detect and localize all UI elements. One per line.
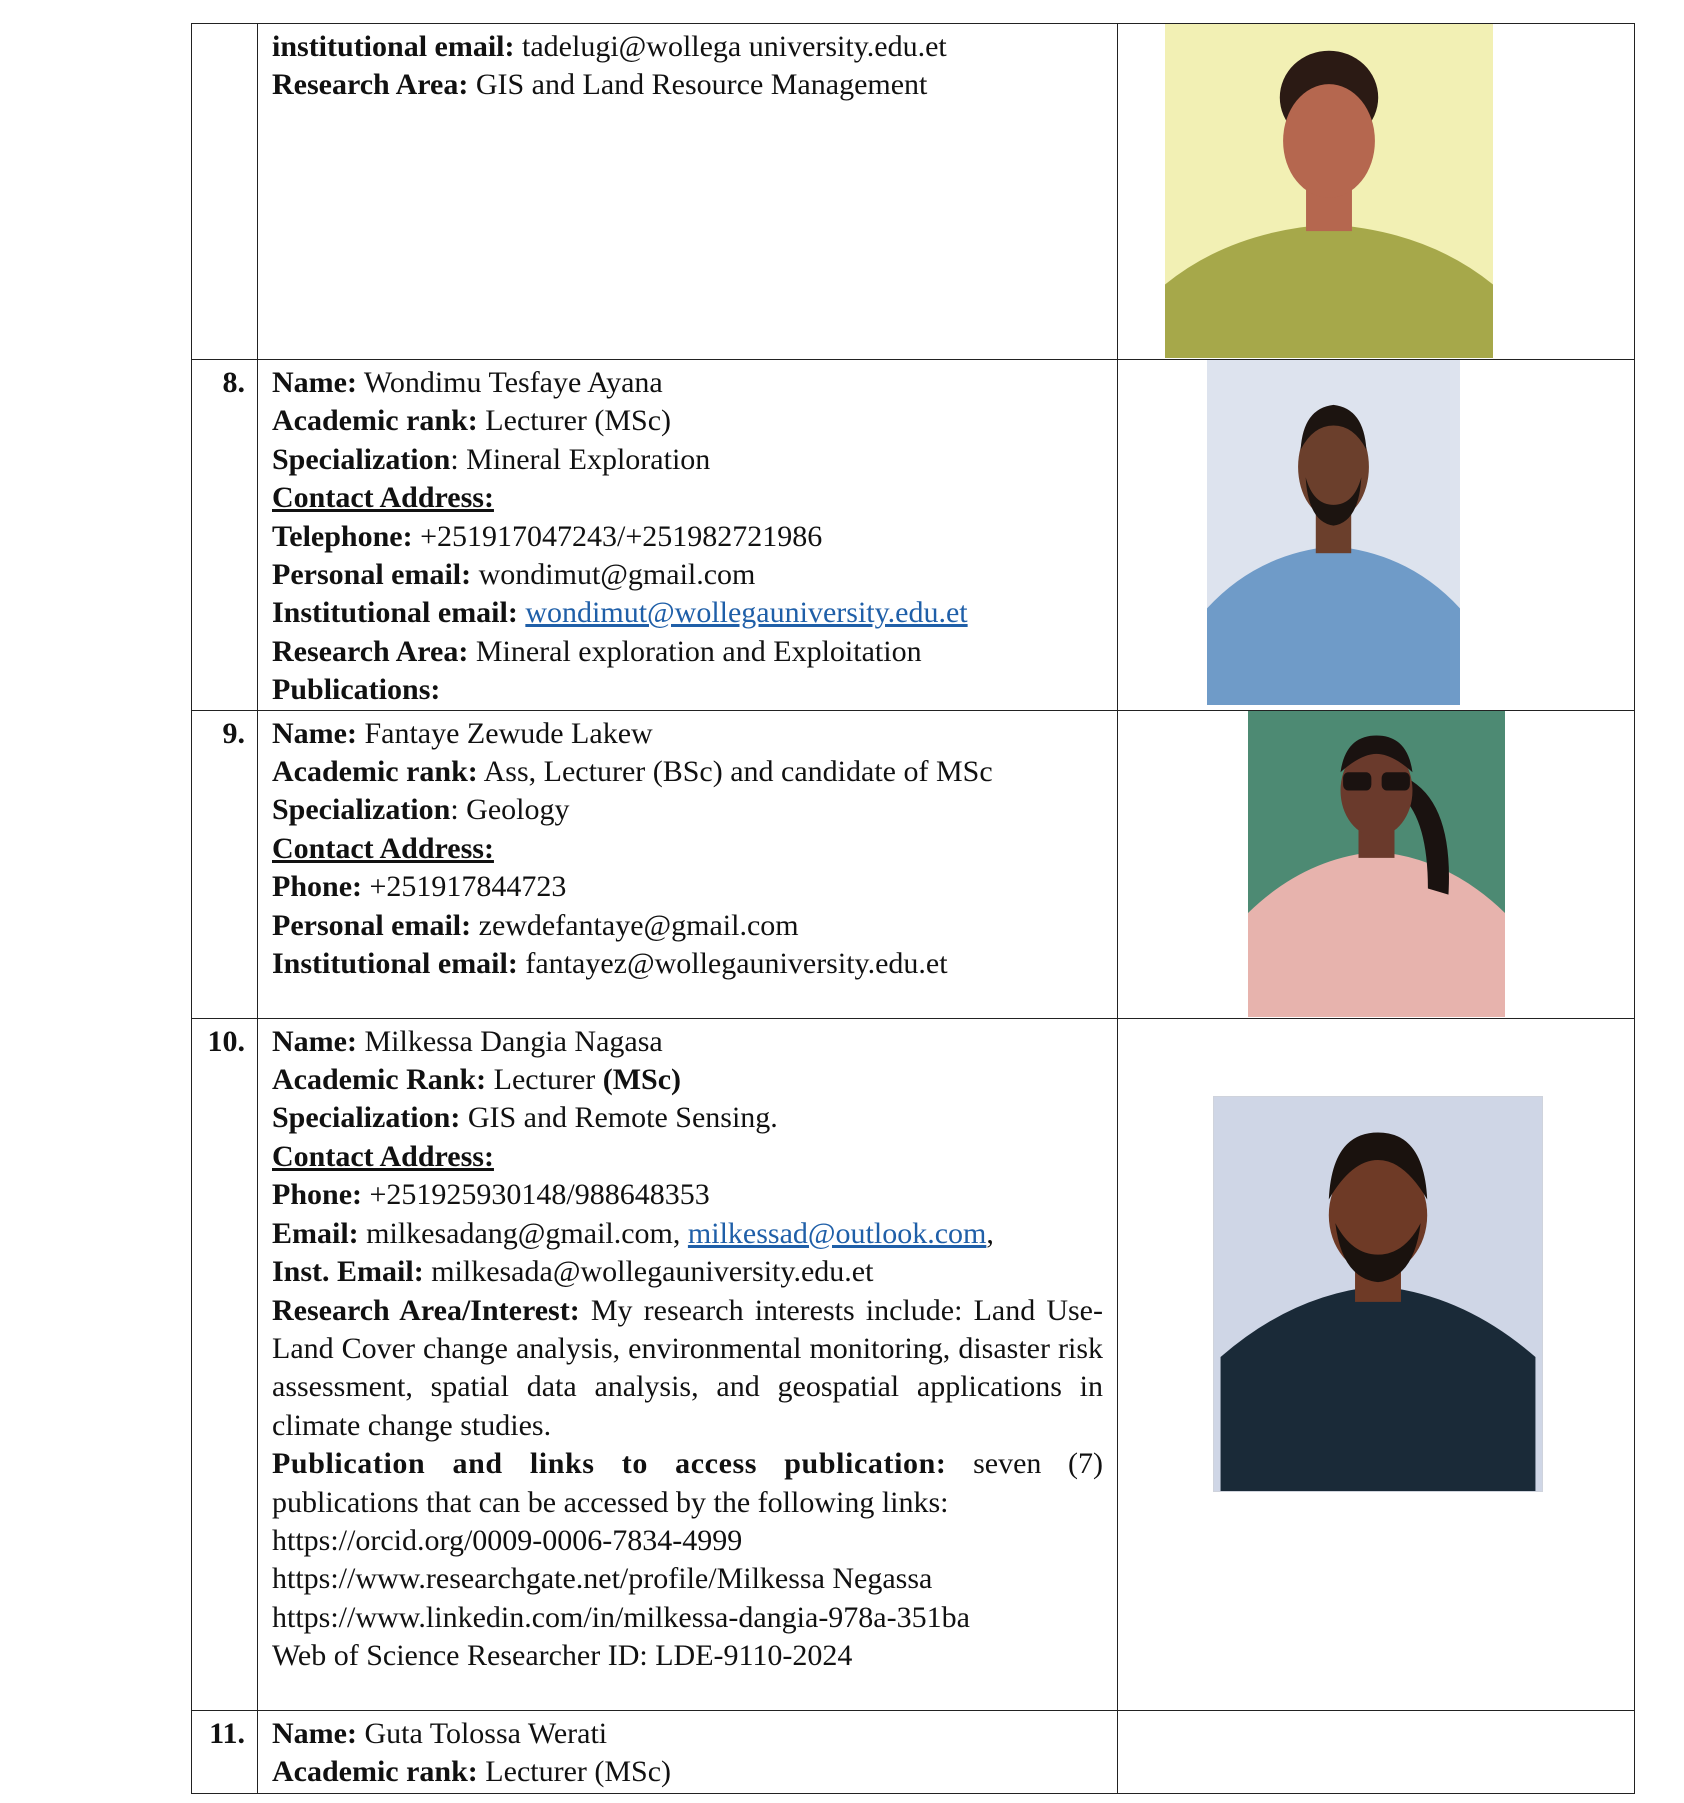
portrait-photo — [1207, 360, 1460, 705]
email-line: Email: milkesadang@gmail.com, milkessad@outlook.com, — [272, 1216, 994, 1250]
portrait-image — [1165, 24, 1493, 358]
profile-details — [258, 24, 1118, 360]
photo-cell — [1118, 710, 1635, 1018]
publications-paragraph: Publication and links to access publication: seven (7) publications that can be accessed by the following links: — [272, 1447, 1103, 1519]
photo-cell — [1118, 1710, 1635, 1793]
researchgate-link[interactable]: https://www.researchgate.net/profile/Milkessa Negassa — [272, 1562, 933, 1596]
researcher-id-line: Web of Science Researcher ID: LDE-9110-2024 — [272, 1639, 853, 1673]
name-line: Name: Fantaye Zewude Lakew — [272, 716, 653, 750]
personal-email-line: Personal email: wondimut@gmail.com — [272, 558, 756, 592]
photo-cell — [1118, 1018, 1635, 1710]
contact-address-heading: Contact Address: — [272, 1139, 494, 1173]
personal-email-line: Personal email: zewdefantaye@gmail.com — [272, 908, 799, 942]
photo-sunglasses-left — [1343, 772, 1371, 790]
name-line: Name: Milkessa Dangia Nagasa — [272, 1024, 663, 1058]
institutional-email-line: institutional email: tadelugi@wollega university.edu.et — [272, 30, 947, 63]
row-number: 9. — [192, 710, 258, 1018]
photo-cell — [1118, 360, 1635, 711]
photo-sunglasses-right — [1382, 772, 1410, 790]
table-row — [192, 360, 1635, 711]
outlook-email-link[interactable]: milkessad@outlook.com — [687, 1216, 987, 1250]
telephone-line: Telephone: +251917047243/+251982721986 — [272, 519, 823, 553]
row-number: 8. — [192, 360, 258, 711]
row-number: 10. — [192, 1018, 258, 1710]
phone-line: Phone: +251917844723 — [272, 870, 567, 904]
institutional-email-line: Institutional email: wondimut@wollegauniversity.edu.et — [272, 596, 968, 630]
photo-face — [1283, 84, 1375, 198]
institutional-email-line: Inst. Email: milkesada@wollegauniversity.edu.et — [272, 1255, 874, 1289]
name-line: Name: Wondimu Tesfaye Ayana — [272, 366, 663, 399]
table-row — [192, 1018, 1635, 1710]
academic-rank-line: Academic rank: Ass, Lecturer (BSc) and candidate of MSc — [272, 755, 993, 789]
profile-details — [258, 1710, 1118, 1793]
specialization-line: Specialization: GIS and Remote Sensing. — [272, 1101, 778, 1135]
contact-address-heading: Contact Address: — [272, 481, 494, 515]
research-area-line: Research Area: Mineral exploration and Exploitation — [272, 634, 922, 668]
table-row — [192, 710, 1635, 1018]
orcid-link[interactable]: https://orcid.org/0009-0006-7834-4999 — [272, 1523, 743, 1557]
portrait-photo — [1213, 1096, 1543, 1492]
portrait-image — [1214, 1097, 1542, 1491]
row-number: 11. — [192, 1710, 258, 1793]
linkedin-link[interactable]: https://www.linkedin.com/in/milkessa-dangia-978a-351ba — [272, 1600, 970, 1634]
specialization-line: Specialization: Mineral Exploration — [272, 442, 711, 476]
table-row — [192, 1710, 1635, 1793]
staff-profile-table — [191, 23, 1635, 1794]
profile-details — [258, 1018, 1118, 1710]
portrait-image — [1207, 360, 1460, 705]
research-area-paragraph: Research Area/Interest: My research interests include: Land Use-Land Cover change analysis, environmental monitoring, disaster risk assessment, spatial data analysis, and geospatial applications in climate change studies. — [272, 1293, 1103, 1442]
table-row — [192, 24, 1635, 360]
publications-line: Publications: — [272, 673, 441, 707]
portrait-image — [1248, 711, 1505, 1017]
photo-cell — [1118, 24, 1635, 360]
contact-address-heading: Contact Address: — [272, 831, 494, 865]
row-number — [192, 24, 258, 360]
research-area-line: Research Area: GIS and Land Resource Management — [272, 68, 928, 102]
academic-rank-line: Academic rank: Lecturer (MSc) — [272, 404, 672, 438]
portrait-photo — [1248, 711, 1505, 1017]
phone-line: Phone: +251925930148/988648353 — [272, 1178, 710, 1212]
name-line: Name: Guta Tolossa Werati — [272, 1716, 608, 1750]
portrait-photo — [1165, 24, 1493, 358]
institutional-email-line: Institutional email: fantayez@wollegauniversity.edu.et — [272, 947, 948, 981]
profile-details — [258, 710, 1118, 1018]
institutional-email-link[interactable]: wondimut@wollegauniversity.edu.et — [525, 596, 968, 630]
profile-details — [258, 360, 1118, 711]
specialization-line: Specialization: Geology — [272, 793, 570, 827]
academic-rank-line: Academic rank: Lecturer (MSc) — [272, 1755, 672, 1789]
academic-rank-line: Academic Rank: Lecturer (MSc) — [272, 1063, 682, 1097]
